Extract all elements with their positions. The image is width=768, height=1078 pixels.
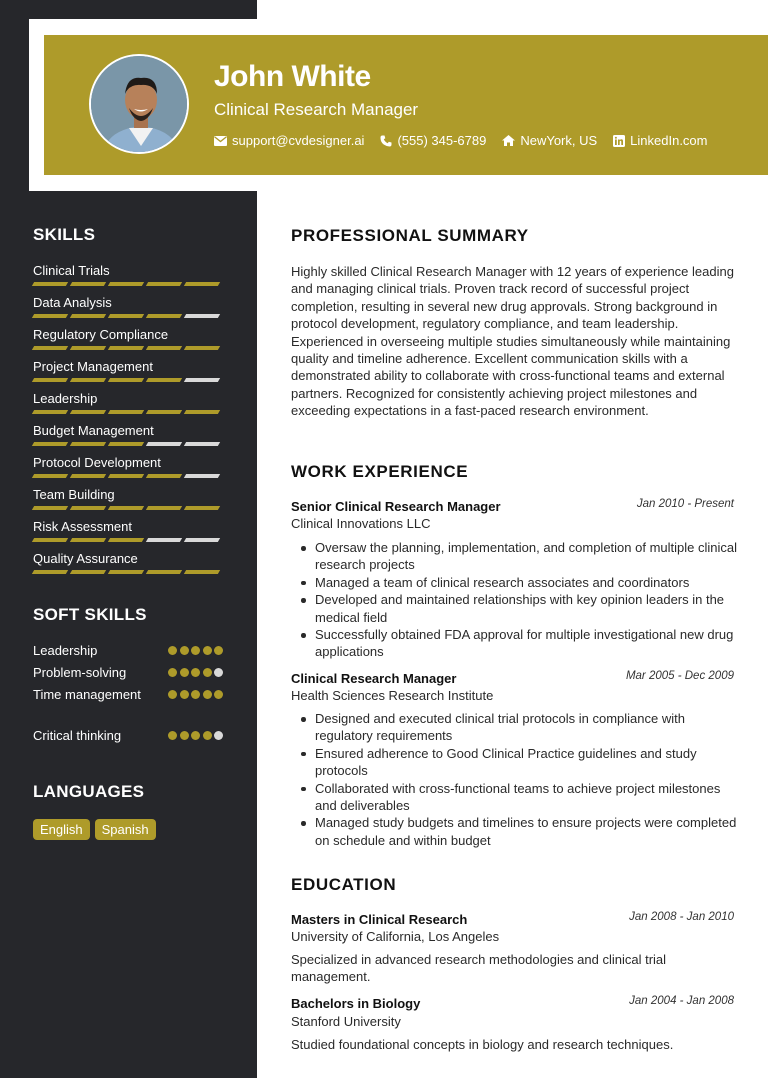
- home-icon: [502, 135, 515, 146]
- skill-level-segment: [184, 506, 220, 510]
- skill-level-segment: [32, 506, 68, 510]
- skill-level-segment: [146, 474, 182, 478]
- language-badge: Spanish: [95, 819, 156, 840]
- skill-level-segment: [146, 538, 182, 542]
- skill-level-segment: [184, 346, 220, 350]
- skill-level-segment: [184, 442, 220, 446]
- degree-2: Bachelors in Biology: [291, 996, 421, 1011]
- rating-dot: [191, 668, 200, 677]
- job-bullets-1: [315, 539, 743, 661]
- job-org-1: Clinical Innovations LLC: [291, 516, 431, 531]
- contact-email[interactable]: [214, 133, 364, 148]
- skill-item: [33, 295, 223, 318]
- skill-level-segment: [108, 346, 144, 350]
- rating-dot: [180, 668, 189, 677]
- summary-heading: PROFESSIONAL SUMMARY: [291, 226, 529, 245]
- skill-level-segment: [146, 346, 182, 350]
- skill-level-bar: [33, 474, 223, 478]
- list-item: Developed and maintained relationships with key opinion leaders in the medical field: [315, 591, 743, 626]
- skill-level-segment: [108, 378, 144, 382]
- job-title: Clinical Research Manager: [214, 100, 419, 119]
- skill-item: [33, 455, 223, 478]
- skill-level-segment: [70, 314, 106, 318]
- skill-level-segment: [32, 538, 68, 542]
- school-2: Stanford University: [291, 1014, 401, 1029]
- skill-item: [33, 327, 223, 350]
- skill-level-segment: [108, 474, 144, 478]
- contact-linkedin[interactable]: [613, 133, 707, 148]
- skill-label: Project Management: [33, 359, 153, 374]
- skill-level-segment: [32, 314, 68, 318]
- skill-item: [33, 359, 223, 382]
- list-item: Ensured adherence to Good Clinical Practice guidelines and study protocols: [315, 745, 743, 780]
- skill-level-segment: [184, 410, 220, 414]
- skills-heading: SKILLS: [33, 225, 96, 244]
- rating-dot: [203, 731, 212, 740]
- list-item: Collaborated with cross-functional teams to achieve project milestones and deliverables: [315, 780, 743, 815]
- skill-label: Budget Management: [33, 423, 154, 438]
- school-1: University of California, Los Angeles: [291, 929, 500, 944]
- skill-label: Regulatory Compliance: [33, 327, 169, 342]
- skill-level-segment: [32, 442, 68, 446]
- soft-skill-label: Leadership: [33, 643, 98, 658]
- soft-skill-rating: [166, 668, 224, 682]
- skill-label: Data Analysis: [33, 295, 112, 310]
- skill-level-segment: [146, 506, 182, 510]
- skill-label: Team Building: [33, 487, 115, 502]
- contact-location: [502, 133, 597, 148]
- soft-skill-item: [33, 664, 223, 682]
- job-date-1: Jan 2010 - Present: [636, 498, 734, 510]
- skill-label: Protocol Development: [33, 455, 161, 470]
- soft-skill-label: Critical thinking: [33, 728, 122, 743]
- list-item: Oversaw the planning, implementation, and completion of multiple clinical research projects: [315, 539, 743, 574]
- soft-skill-label: Time management: [33, 687, 141, 702]
- soft-skill-rating: [166, 731, 224, 745]
- skill-label: Clinical Trials: [33, 263, 110, 278]
- job-bullets-2: [315, 710, 743, 849]
- skill-level-segment: [146, 410, 182, 414]
- rating-dot: [214, 646, 223, 655]
- rating-dot: [203, 690, 212, 699]
- skill-level-segment: [146, 282, 182, 286]
- skill-item: [33, 423, 223, 446]
- languages-heading: LANGUAGES: [33, 782, 145, 801]
- contact-location-text: NewYork, US: [520, 133, 598, 148]
- rating-dot: [180, 646, 189, 655]
- languages-list: [33, 819, 161, 840]
- soft-skill-item: [33, 686, 223, 704]
- rating-dot: [191, 646, 200, 655]
- skill-item: [33, 487, 223, 510]
- skill-level-segment: [184, 314, 220, 318]
- skill-level-segment: [70, 346, 106, 350]
- degree-date-2: Jan 2004 - Jan 2008: [629, 995, 734, 1007]
- skill-level-segment: [184, 282, 220, 286]
- contact-row: [214, 133, 724, 148]
- skill-level-segment: [108, 442, 144, 446]
- soft-skills-heading: SOFT SKILLS: [33, 605, 147, 624]
- rating-dot: [191, 690, 200, 699]
- contact-phone[interactable]: [380, 133, 486, 148]
- skill-level-segment: [146, 378, 182, 382]
- list-item: Successfully obtained FDA approval for multiple investigational new drug applications: [315, 626, 743, 661]
- skill-item: [33, 551, 223, 574]
- skill-label: Risk Assessment: [33, 519, 132, 534]
- skill-level-segment: [70, 474, 106, 478]
- job-date-2: Mar 2005 - Dec 2009: [625, 670, 734, 682]
- job-title-1: Senior Clinical Research Manager: [291, 499, 501, 514]
- language-badge: English: [33, 819, 90, 840]
- rating-dot: [214, 690, 223, 699]
- skill-level-segment: [108, 410, 144, 414]
- person-name: John White: [214, 60, 371, 93]
- rating-dot: [168, 690, 177, 699]
- skill-level-bar: [33, 346, 223, 350]
- list-item: Managed a team of clinical research associates and coordinators: [315, 574, 743, 591]
- soft-skill-rating: [166, 690, 224, 704]
- rating-dot: [214, 731, 223, 740]
- skill-level-segment: [32, 410, 68, 414]
- education-heading: EDUCATION: [291, 875, 397, 894]
- rating-dot: [214, 668, 223, 677]
- skill-level-segment: [70, 570, 106, 574]
- skill-level-segment: [108, 506, 144, 510]
- envelope-icon: [214, 136, 227, 146]
- skill-level-bar: [33, 410, 223, 414]
- skill-item: [33, 391, 223, 414]
- skill-level-segment: [70, 282, 106, 286]
- skill-level-segment: [70, 410, 106, 414]
- skill-level-bar: [33, 570, 223, 574]
- skill-level-segment: [70, 378, 106, 382]
- contact-linkedin-text: LinkedIn.com: [630, 133, 708, 148]
- contact-phone-text: (555) 345-6789: [397, 133, 487, 148]
- soft-skill-rating: [166, 646, 224, 660]
- skill-level-bar: [33, 378, 223, 382]
- skill-level-segment: [70, 538, 106, 542]
- degree-date-1: Jan 2008 - Jan 2010: [629, 911, 734, 923]
- skill-level-segment: [184, 378, 220, 382]
- skill-level-bar: [33, 282, 223, 286]
- skill-level-segment: [184, 570, 220, 574]
- rating-dot: [168, 731, 177, 740]
- degree-desc-1: Specialized in advanced research methodologies and clinical trial management.: [291, 952, 667, 985]
- rating-dot: [180, 690, 189, 699]
- skill-level-segment: [32, 378, 68, 382]
- skill-level-segment: [32, 282, 68, 286]
- skill-level-bar: [33, 506, 223, 510]
- skill-level-bar: [33, 442, 223, 446]
- linkedin-icon: [613, 135, 625, 147]
- skill-level-segment: [184, 474, 220, 478]
- soft-skill-label: Problem-solving: [33, 665, 127, 680]
- summary-text: Highly skilled Clinical Research Manager with 12 years of experience leading and managing clinical trials. Proven track record of successful project completion, resulting in several new drug approvals. Strong background in protocol development, regulatory compliance, and team leadership. Experienced in overseeing multiple studies simultaneously while maintaining quality and timeline adherence. Excellent communication skills with a demonstrated ability to collaborate with cross-functional teams and external partners. Recognized for consistently achieving project milestones and exceeding expectations in a fast-paced research environment.: [291, 264, 734, 419]
- skill-level-segment: [108, 314, 144, 318]
- rating-dot: [168, 646, 177, 655]
- profile-photo: [89, 54, 189, 154]
- skill-level-segment: [108, 282, 144, 286]
- skill-level-segment: [32, 570, 68, 574]
- skill-level-segment: [146, 442, 182, 446]
- rating-dot: [203, 668, 212, 677]
- skill-item: [33, 263, 223, 286]
- skill-level-segment: [146, 314, 182, 318]
- skill-label: Leadership: [33, 391, 98, 406]
- skill-level-segment: [108, 538, 144, 542]
- phone-icon: [380, 135, 392, 147]
- skill-level-segment: [32, 474, 68, 478]
- soft-skill-item: [33, 642, 223, 660]
- skill-level-bar: [33, 314, 223, 318]
- list-item: Designed and executed clinical trial protocols in compliance with regulatory requirements: [315, 710, 743, 745]
- experience-heading: WORK EXPERIENCE: [291, 462, 469, 481]
- contact-email-text: support@cvdesigner.ai: [232, 133, 365, 148]
- skill-label: Quality Assurance: [33, 551, 138, 566]
- degree-desc-2: Studied foundational concepts in biology and research techniques.: [291, 1037, 674, 1052]
- rating-dot: [203, 646, 212, 655]
- soft-skill-item: [33, 727, 223, 745]
- skill-level-segment: [184, 538, 220, 542]
- skill-level-segment: [70, 506, 106, 510]
- rating-dot: [191, 731, 200, 740]
- rating-dot: [180, 731, 189, 740]
- skill-level-segment: [108, 570, 144, 574]
- skill-level-segment: [32, 346, 68, 350]
- job-org-2: Health Sciences Research Institute: [291, 688, 494, 703]
- skill-level-bar: [33, 538, 223, 542]
- list-item: Managed study budgets and timelines to ensure projects were completed on schedule and within budget: [315, 814, 743, 849]
- skill-level-segment: [146, 570, 182, 574]
- degree-1: Masters in Clinical Research: [291, 912, 468, 927]
- skill-item: [33, 519, 223, 542]
- skill-level-segment: [70, 442, 106, 446]
- job-title-2: Clinical Research Manager: [291, 671, 457, 686]
- rating-dot: [168, 668, 177, 677]
